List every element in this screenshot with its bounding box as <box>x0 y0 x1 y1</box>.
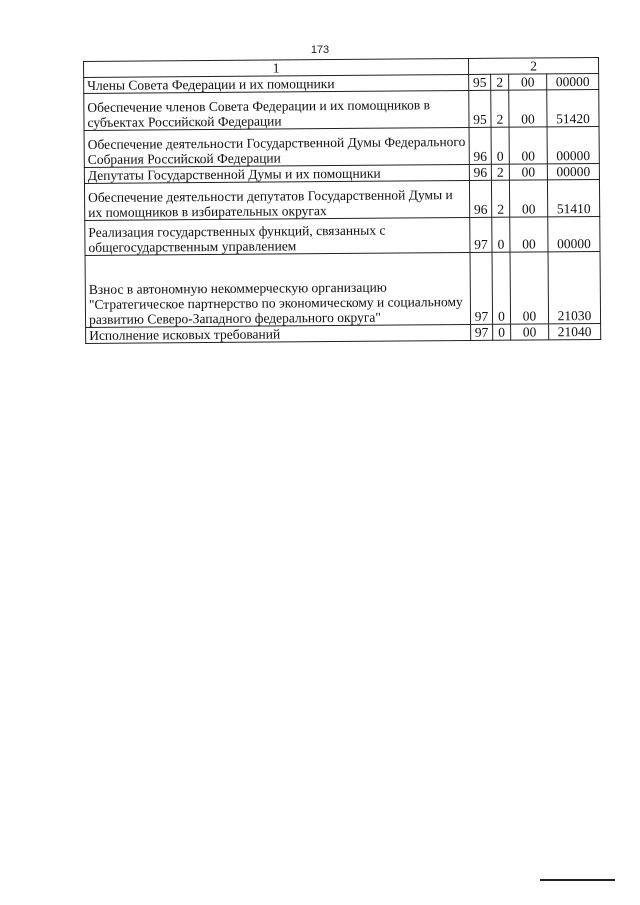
code-part-3: 00 <box>510 252 549 324</box>
code-part-2: 2 <box>491 90 509 127</box>
code-part-4: 00000 <box>547 163 599 179</box>
code-part-2: 2 <box>491 164 509 180</box>
table-row <box>84 179 599 220</box>
code-part-3: 00 <box>511 324 549 340</box>
row-name: Члены Совета Федерации и их помощники <box>84 74 469 93</box>
table-row <box>85 216 600 255</box>
code-part-4: 21030 <box>548 251 601 323</box>
code-part-3: 00 <box>509 180 547 217</box>
code-part-2: 0 <box>492 252 511 324</box>
row-name: Обеспечение членов Совета Федерации и их помощников в субъектах Российской Федерации <box>84 90 469 130</box>
code-part-2: 2 <box>491 74 509 90</box>
row-name: Обеспечение деятельности депутатов Государственной Думы и их помощников в избирательных округах <box>84 180 469 220</box>
code-part-3: 00 <box>509 74 547 90</box>
page-number: 173 <box>310 44 330 56</box>
row-name: Взнос в автономную некоммерческую организацию "Стратегическое партнерство по экономическому и социальному развитию Северо-Западного федерального округа" <box>85 252 471 327</box>
table-row <box>86 323 601 343</box>
code-part-4: 51420 <box>547 89 599 126</box>
code-part-1: 97 <box>471 324 493 340</box>
code-part-1: 95 <box>469 74 491 90</box>
row-name: Обеспечение деятельности Государственной Думы Федерального Собрания Российской Федерации <box>84 127 469 167</box>
code-part-2: 2 <box>491 180 509 217</box>
header-column-2: 2 <box>468 57 598 74</box>
table-row <box>84 126 599 167</box>
budget-table-wrapper <box>83 57 600 344</box>
code-part-4: 00000 <box>548 216 600 251</box>
footer-rule <box>540 879 615 881</box>
row-name: Реализация государственных функций, связанных с общегосударственным управлением <box>85 217 470 255</box>
budget-classification-table <box>83 57 601 344</box>
code-part-1: 96 <box>469 127 491 164</box>
code-part-4: 00000 <box>547 126 599 163</box>
code-part-2: 0 <box>491 127 509 164</box>
code-part-4: 00000 <box>547 73 599 89</box>
code-part-3: 00 <box>509 90 547 127</box>
row-name: Исполнение исковых требований <box>86 324 471 343</box>
row-name: Депутаты Государственной Думы и их помощники <box>84 164 469 183</box>
table-row <box>85 251 601 327</box>
code-part-1: 97 <box>470 217 492 252</box>
code-part-3: 00 <box>509 164 547 180</box>
code-part-3: 00 <box>509 127 547 164</box>
table-row <box>84 89 599 130</box>
code-part-1: 95 <box>469 90 491 127</box>
code-part-4: 51410 <box>547 179 599 216</box>
code-part-2: 0 <box>493 324 511 340</box>
header-column-1: 1 <box>84 58 469 77</box>
code-part-1: 97 <box>470 252 493 324</box>
code-part-3: 00 <box>510 217 548 252</box>
code-part-4: 21040 <box>549 323 601 339</box>
code-part-1: 96 <box>469 164 491 180</box>
code-part-2: 0 <box>492 217 510 252</box>
code-part-1: 96 <box>469 180 491 217</box>
